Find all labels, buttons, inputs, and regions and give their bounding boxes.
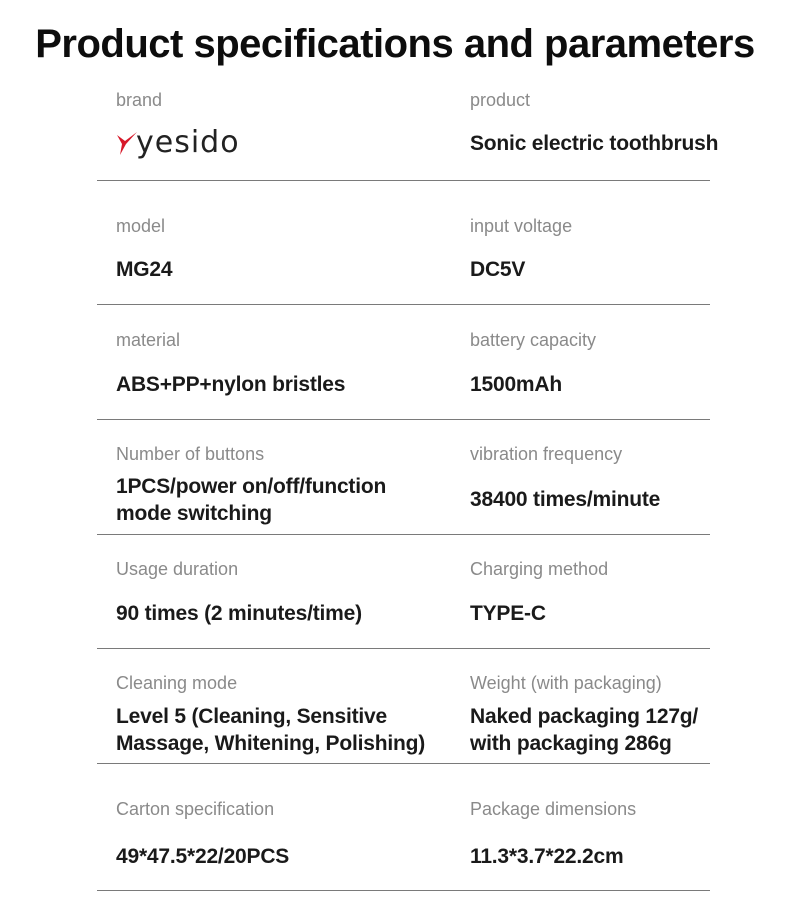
spec-value: ABS+PP+nylon bristles bbox=[116, 373, 346, 396]
yesido-logo-mark-icon bbox=[116, 130, 138, 156]
spec-label: Number of buttons bbox=[116, 444, 265, 464]
spec-value-line: Naked packaging 127g/ bbox=[470, 705, 699, 728]
spec-row-material bbox=[97, 305, 710, 420]
brand-wordmark: yesido bbox=[136, 125, 240, 160]
spec-label: Cleaning mode bbox=[116, 673, 238, 693]
spec-value: 49*47.5*22/20PCS bbox=[116, 845, 290, 868]
spec-row-carton bbox=[97, 764, 710, 891]
spec-label: vibration frequency bbox=[470, 444, 623, 464]
spec-value: 38400 times/minute bbox=[470, 488, 661, 511]
spec-table bbox=[97, 80, 719, 891]
spec-row-buttons bbox=[97, 420, 710, 535]
spec-value-line: with packaging 286g bbox=[470, 732, 672, 755]
spec-label: Usage duration bbox=[116, 559, 239, 579]
spec-label: input voltage bbox=[470, 216, 573, 236]
spec-row-usage bbox=[97, 535, 710, 649]
spec-value: 11.3*3.7*22.2cm bbox=[470, 845, 624, 868]
brand-logo bbox=[116, 125, 240, 160]
spec-value: MG24 bbox=[116, 258, 173, 281]
spec-label: model bbox=[116, 216, 166, 236]
spec-value-line: 1PCS/power on/off/function bbox=[116, 475, 387, 498]
spec-label: product bbox=[470, 90, 531, 110]
spec-label: brand bbox=[116, 90, 163, 110]
spec-label: Package dimensions bbox=[470, 799, 637, 819]
spec-label: battery capacity bbox=[470, 330, 597, 350]
spec-value-line: Massage, Whitening, Polishing) bbox=[116, 732, 426, 755]
page-title: Product specifications and parameters bbox=[35, 22, 755, 66]
spec-row-brand bbox=[97, 80, 719, 181]
spec-value-line: Level 5 (Cleaning, Sensitive bbox=[116, 705, 387, 728]
spec-value: TYPE-C bbox=[470, 602, 546, 625]
spec-value-line: mode switching bbox=[116, 502, 272, 525]
spec-label: material bbox=[116, 330, 181, 350]
spec-row-model bbox=[97, 181, 710, 305]
spec-row-cleaning bbox=[97, 649, 710, 764]
spec-value: 1500mAh bbox=[470, 373, 562, 396]
spec-value: 90 times (2 minutes/time) bbox=[116, 602, 362, 625]
spec-value: Sonic electric toothbrush bbox=[470, 132, 719, 155]
spec-label: Carton specification bbox=[116, 799, 275, 819]
spec-label: Weight (with packaging) bbox=[470, 673, 662, 693]
spec-value: DC5V bbox=[470, 258, 526, 281]
spec-label: Charging method bbox=[470, 559, 609, 579]
